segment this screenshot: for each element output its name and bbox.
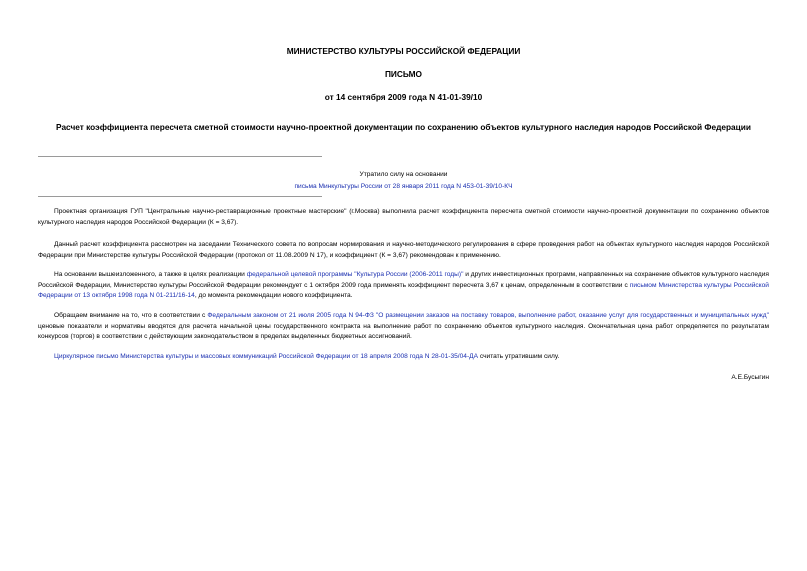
paragraph-5-text-1: считать утратившим силу. <box>478 353 560 360</box>
federal-program-link[interactable]: федеральной целевой программы "Культура России (2006-2011 годы)" <box>246 271 464 278</box>
doc-type-heading: ПИСЬМО <box>384 69 423 79</box>
status-note <box>38 169 769 193</box>
bottom-divider <box>38 196 322 197</box>
federal-law-94-link[interactable]: Федеральным законом от 21 июля 2005 года N 94-ФЗ "О размещении заказов на поставку товаров, выполнение работ, оказание услуг для государственных и муниципальных нужд" <box>207 312 769 319</box>
document-title: Расчет коэффициента пересчета сметной стоимости научно-проектной документации по сохранению объектов культурного наследия народов Российской Федерации <box>56 122 751 132</box>
paragraph-4 <box>38 311 769 343</box>
signature: А.Е.Бусыгин <box>731 374 769 381</box>
ministry-heading: МИНИСТЕРСТВО КУЛЬТУРЫ РОССИЙСКОЙ ФЕДЕРАЦИИ <box>286 46 521 56</box>
paragraph-3 <box>38 270 769 302</box>
paragraph-3-text-2: и других инвестиционных программ, направленных на сохранение объектов культурного наследия Российской Федерации, Министерство культуры Российской Федерации рекомендует с 1 октября 2009 года применять коэффициент пересчета 3,67 к ценам, определенным в соответствии с <box>38 271 769 289</box>
ministry-letter-1998-link[interactable]: письмом Министерства культуры Российской Федерации от 13 октября 1998 года N 01-211/16-14 <box>38 281 769 299</box>
repeal-letter-link[interactable]: письма Минкультуры России от 28 января 2011 года N 453-01-39/10-КЧ <box>294 183 513 190</box>
paragraph-3-text-3: , до момента рекомендации нового коэффициента. <box>194 292 353 299</box>
paragraph-4-text-1: Обращаем внимание на то, что в соответствии с <box>54 312 208 319</box>
paragraph-2: Данный расчет коэффициента рассмотрен на заседании Технического совета по вопросам нормирования и научно-методического регулирования в сфере проведения работ на объектах культурного наследия народов Российской Федерации при Министерстве культуры Российской Федерации (протокол от 11.08.2009 N 17), и коэффициент (К = 3,67) рекомендован к применению. <box>38 241 769 259</box>
paragraph-5 <box>38 352 769 363</box>
circular-letter-2008-link[interactable]: Циркулярное письмо Министерства культуры и массовых коммуникаций Российской Федерации от 18 апреля 2008 года N 28-01-35/04-ДА <box>54 353 479 360</box>
paragraph-1: Проектная организация ГУП "Центральные научно-реставрационные проектные мастерские" (г.Москва) выполнила расчет коэффициента пересчета сметной стоимости научно-проектной документации по сохранению объектов культурного наследия народов Российской Федерации (К = 3,67). <box>38 208 769 226</box>
paragraph-4-text-2: ценовые показатели и нормативы вводятся для расчета начальной цены государственного контракта на выполнение работ по сохранению объектов культурного наследия. Окончательная цена работ определяется по результатам конкурсов (торгов) в соответствии с действующим законодательством в пределах выделенных бюджетных ассигнований. <box>38 322 769 340</box>
paragraph-3-text-1: На основании вышеизложенного, а также в целях реализации <box>54 271 247 278</box>
date-number-heading: от 14 сентября 2009 года N 41-01-39/10 <box>324 92 483 102</box>
status-note-text: Утратило силу на основании <box>359 171 448 178</box>
top-divider <box>38 156 322 157</box>
